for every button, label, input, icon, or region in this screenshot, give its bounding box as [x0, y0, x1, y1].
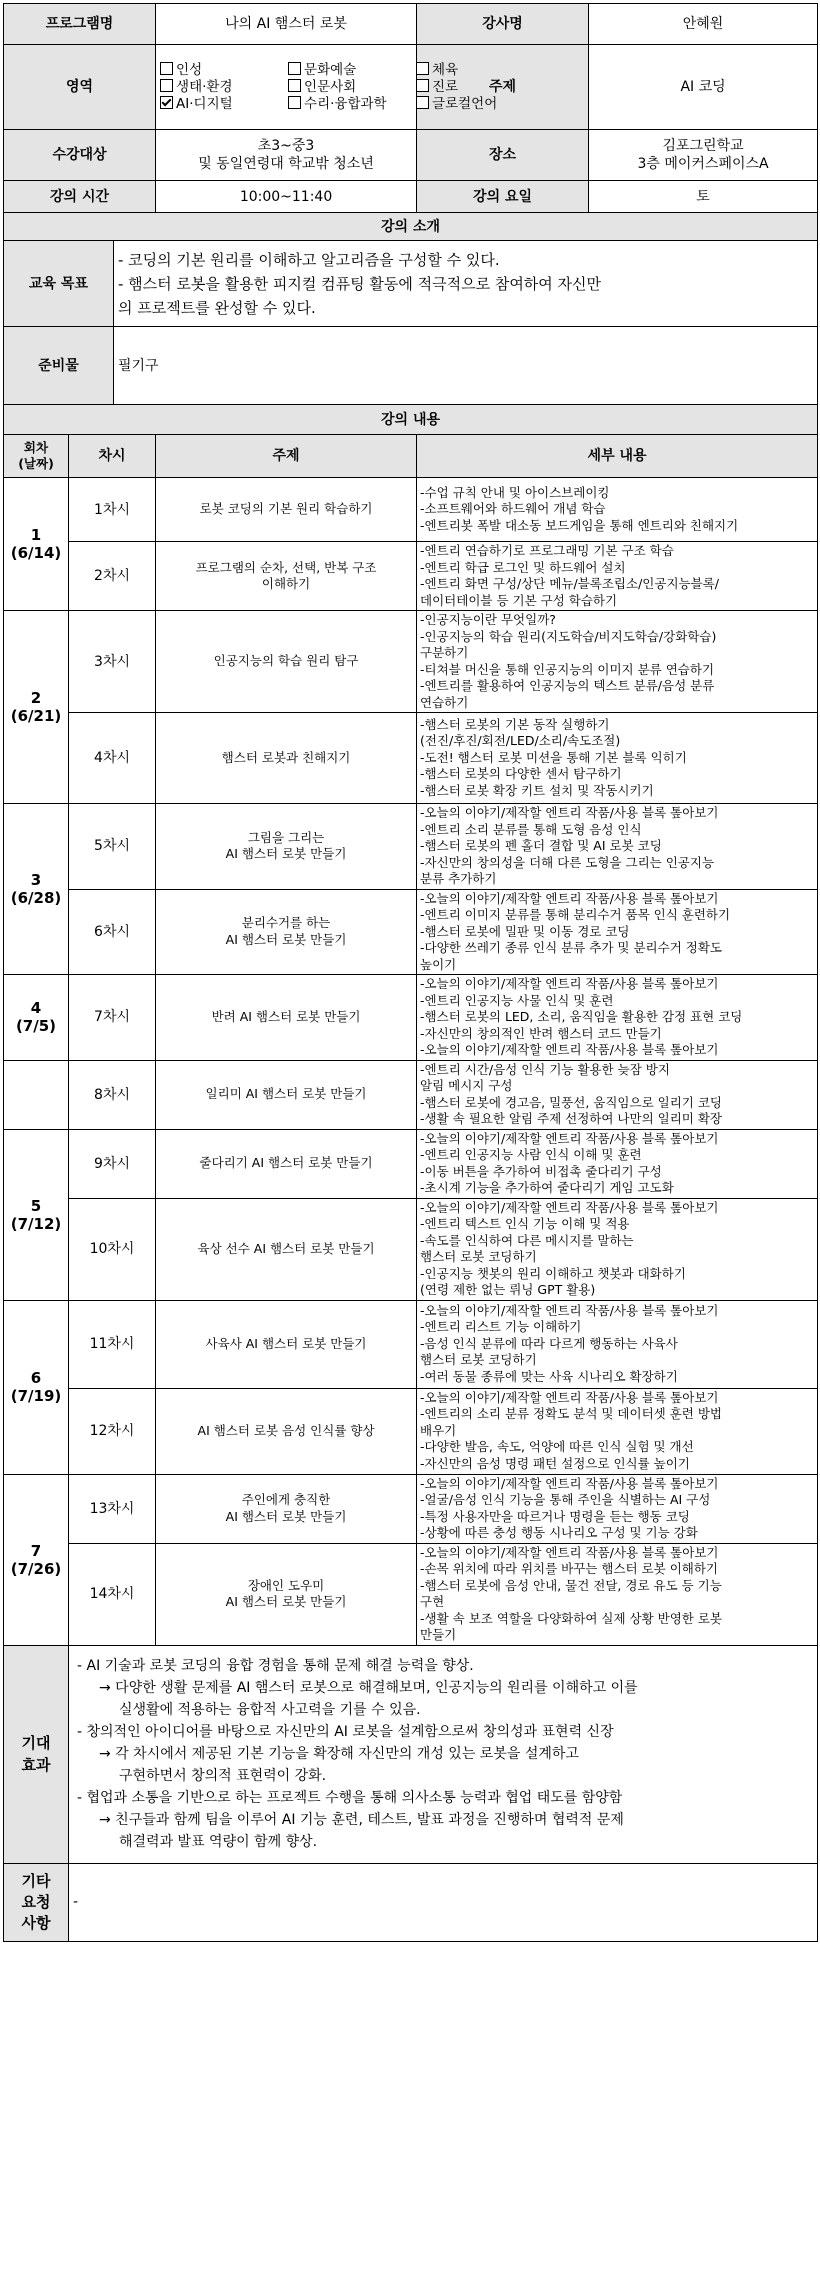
- session-detail-cell: [417, 1543, 818, 1645]
- detail-line: -오늘의 이야기/제작할 엔트리 작품/사용 블록 톺아보기: [420, 1302, 719, 1318]
- session-cell: 13차시: [69, 1474, 156, 1543]
- topic-label: 주제: [417, 45, 589, 130]
- session-cell: 8차시: [69, 1060, 156, 1129]
- session-cell: 11차시: [69, 1300, 156, 1388]
- session-topic-cell: [156, 1543, 417, 1645]
- topic-column-header: 주제: [156, 435, 417, 478]
- other-label-line: 기타: [21, 1871, 51, 1890]
- session-topic-line: 사육사 AI 햄스터 로봇 만들기: [205, 1335, 367, 1351]
- effects-label-line: 효과: [21, 1756, 51, 1774]
- detail-line: -엔트리 이미지 분류를 통해 분리수거 품목 인식 훈련하기: [420, 907, 731, 922]
- week-column-header: [4, 435, 69, 478]
- instructor-label: 강사명: [417, 4, 589, 45]
- detail-line: -도전! 햄스터 로봇 미션을 통해 기본 블록 익히기: [420, 749, 687, 765]
- area-option-label: 문화예술: [304, 62, 357, 78]
- session-topic-cell: [156, 611, 417, 713]
- target-line-1: 초3~중3: [257, 138, 315, 154]
- content-row: [4, 975, 818, 1061]
- session-topic-line: 주인에게 충직한: [241, 1492, 331, 1507]
- session-topic-line: 햄스터 로봇과 친해지기: [221, 749, 351, 765]
- content-row: [4, 1129, 818, 1198]
- other-label-line: 사항: [21, 1913, 51, 1932]
- content-row: [4, 1388, 818, 1474]
- session-topic-line: 인공지능의 학습 원리 탐구: [213, 653, 359, 669]
- detail-line: -엔트리의 소리 분류 정확도 분석 및 데이터셋 훈련 방법: [420, 1406, 722, 1422]
- content-row: [4, 1474, 818, 1543]
- detail-line: -엔트리봇 폭발 대소동 보드게임을 통해 엔트리와 친해지기: [420, 517, 739, 533]
- session-cell: 2차시: [69, 542, 156, 611]
- session-topic-cell: [156, 804, 417, 890]
- session-topic-line: 분리수거를 하는: [241, 915, 331, 931]
- session-cell: 9차시: [69, 1129, 156, 1198]
- effects-line: 해결력과 발표 역량이 함께 향상.: [119, 1834, 318, 1850]
- session-topic-cell: [156, 478, 417, 542]
- checkbox-empty-icon[interactable]: [416, 79, 429, 92]
- detail-line: -오늘의 이야기/제작할 엔트리 작품/사용 블록 톺아보기: [420, 1199, 719, 1215]
- session-topic-line: 반려 AI 햄스터 로봇 만들기: [211, 1009, 361, 1024]
- session-detail-cell: [417, 478, 818, 542]
- checkbox-empty-icon[interactable]: [160, 62, 173, 75]
- goal-line: - 햄스터 로봇을 활용한 피지컬 컴퓨팅 활동에 적극적으로 참여하여 자신만: [118, 274, 602, 293]
- lecture-plan-document: [3, 3, 817, 1942]
- content-row: [4, 804, 818, 890]
- week-date: (7/19): [10, 1387, 62, 1405]
- area-checkbox-group: [160, 62, 498, 112]
- session-topic-line: 일리미 AI 햄스터 로봇 만들기: [205, 1086, 367, 1102]
- content-row: [4, 713, 818, 804]
- week-header-line-2: (날짜): [18, 456, 54, 471]
- session-topic-line: 로봇 코딩의 기본 원리 학습하기: [199, 501, 373, 517]
- week-cell: [4, 1129, 69, 1300]
- session-detail-cell: [417, 1300, 818, 1388]
- place-value: [589, 130, 818, 181]
- detail-line: -인공지능의 학습 원리(지도학습/비지도학습/강화학습): [420, 628, 717, 644]
- session-cell: 10차시: [69, 1198, 156, 1300]
- goal-label: 교육 목표: [4, 241, 114, 327]
- area-option-label: AI·디지털: [176, 96, 233, 112]
- week-cell: [4, 975, 69, 1061]
- content-row: [4, 1060, 818, 1129]
- effects-line: - 창의적인 아이디어를 바탕으로 자신만의 AI 로봇을 설계함으로써 창의성과 표현력 신장: [77, 1724, 614, 1740]
- session-topic-cell: [156, 1474, 417, 1543]
- week-cell: [4, 804, 69, 975]
- session-detail-cell: [417, 1474, 818, 1543]
- detail-line: -엔트리 시간/음성 인식 기능 활용한 늦잠 방지: [420, 1061, 670, 1077]
- instructor-value: 안혜원: [589, 4, 818, 45]
- detail-line: -티쳐블 머신을 통해 인공지능의 이미지 분류 연습하기: [420, 661, 715, 677]
- week-date: (7/5): [15, 1017, 57, 1036]
- detail-line: 배우기: [420, 1422, 457, 1438]
- detail-line: -오늘의 이야기/제작할 엔트리 작품/사용 블록 톺아보기: [420, 1475, 719, 1491]
- detail-line: -엔트리 연습하기로 프로그래밍 기본 구조 학습: [420, 543, 674, 558]
- other-label-line: 요청: [21, 1892, 51, 1911]
- goal-line: 의 프로젝트를 완성할 수 있다.: [118, 298, 316, 317]
- week-number: 1: [30, 526, 42, 544]
- time-label: 강의 시간: [4, 181, 156, 213]
- effects-line: 구현하면서 창의적 표현력이 강화.: [119, 1768, 327, 1784]
- detail-line: (연령 제한 없는 뤼닝 GPT 활용): [420, 1282, 596, 1297]
- detail-line: -자신만의 창의성을 더해 다른 도형을 그리는 인공지능: [420, 854, 715, 870]
- week-number: 4: [30, 999, 42, 1018]
- session-detail-cell: [417, 611, 818, 713]
- goal-value: [114, 241, 818, 327]
- topic-value: AI 코딩: [589, 45, 818, 130]
- area-option[interactable]: [416, 79, 496, 95]
- time-value: 10:00~11:40: [156, 181, 417, 213]
- detail-line: -엔트리 인공지능 사물 인식 및 훈련: [420, 992, 614, 1008]
- session-topic-line: AI 햄스터 로봇 만들기: [225, 1508, 347, 1524]
- area-option[interactable]: [160, 62, 288, 78]
- checkbox-empty-icon[interactable]: [288, 62, 301, 75]
- detail-line: -자신만의 창의적인 반려 햄스터 코드 만들기: [420, 1025, 662, 1041]
- detail-line: -엔트리 소리 분류를 통해 도형 음성 인식: [420, 821, 642, 837]
- week-number: 7: [30, 1541, 42, 1560]
- week-cell: [4, 611, 69, 804]
- detail-line: -초시계 기능을 추가하여 줄다리기 게임 고도화: [420, 1180, 674, 1195]
- area-options: [156, 45, 498, 130]
- effects-line: - 협업과 소통을 기반으로 하는 프로젝트 수행을 통해 의사소통 능력과 협업 태도를 함양함: [77, 1790, 623, 1806]
- session-topic-cell: [156, 1198, 417, 1300]
- detail-line: -얼굴/음성 인식 기능을 통해 주인을 식별하는 AI 구성: [420, 1492, 711, 1507]
- area-option-label: 수리·융합과학: [304, 96, 387, 112]
- detail-line: -햄스터 로봇 확장 키트 설치 및 작동시키기: [420, 782, 654, 798]
- place-line-1: 김포그린학교: [662, 138, 744, 154]
- other-label: [4, 1863, 69, 1941]
- checkbox-checked-icon[interactable]: [160, 96, 173, 109]
- session-topic-line: 프로그램의 순차, 선택, 반복 구조: [195, 559, 377, 575]
- content-row: [4, 478, 818, 542]
- session-detail-cell: [417, 804, 818, 890]
- area-option[interactable]: [288, 96, 416, 112]
- checkbox-empty-icon[interactable]: [288, 96, 301, 109]
- detail-line: -오늘의 이야기/제작할 엔트리 작품/사용 블록 톺아보기: [420, 976, 719, 991]
- area-option[interactable]: [416, 62, 496, 78]
- week-date: (7/12): [10, 1214, 62, 1233]
- other-row: [4, 1863, 818, 1941]
- session-topic-line: 그림을 그리는: [247, 829, 325, 845]
- effects-row: [4, 1645, 818, 1863]
- session-topic-cell: [156, 713, 417, 804]
- week-cell: [4, 1474, 69, 1645]
- area-option-label: 체육: [432, 62, 459, 78]
- area-label: 영역: [4, 45, 156, 130]
- session-topic-line: 이해하기: [261, 576, 311, 591]
- detail-line: 높이기: [420, 956, 457, 972]
- session-detail-cell: [417, 975, 818, 1061]
- detail-line: -다양한 발음, 속도, 억양에 따른 인식 실험 및 개선: [420, 1439, 694, 1455]
- week-number: 2: [30, 689, 42, 707]
- session-cell: 6차시: [69, 889, 156, 975]
- goal-line: - 코딩의 기본 원리를 이해하고 알고리즘을 구성할 수 있다.: [118, 250, 500, 269]
- area-option[interactable]: [288, 62, 416, 78]
- detail-line: -햄스터 로봇에 경고음, 밀풍선, 움직임으로 일리기 코딩: [420, 1094, 722, 1110]
- target-label: 수강대상: [4, 130, 156, 181]
- area-option-label: 진로: [432, 79, 459, 95]
- week-number: 6: [30, 1369, 42, 1387]
- week-cell: [4, 478, 69, 611]
- content-row: [4, 889, 818, 975]
- session-cell: 5차시: [69, 804, 156, 890]
- week-date: (7/26): [10, 1559, 62, 1578]
- detail-line: -속도를 인식하여 다른 메시지를 말하는: [420, 1232, 634, 1248]
- session-detail-cell: [417, 1060, 818, 1129]
- detail-line: -햄스터 로봇의 LED, 소리, 움직임을 활용한 감정 표현 코딩: [420, 1009, 743, 1024]
- effects-line: → 다양한 생활 문제를 AI 햄스터 로봇으로 해결해보며, 인공지능의 원리를 이해하고 이를: [99, 1680, 638, 1696]
- content-section-title: 강의 내용: [4, 405, 818, 435]
- session-topic-line: 장애인 도우미: [247, 1577, 325, 1593]
- detail-line: 구현: [420, 1594, 445, 1609]
- session-topic-line: 육상 선수 AI 햄스터 로봇 만들기: [197, 1240, 375, 1256]
- content-row: [4, 1198, 818, 1300]
- detail-line: -음성 인식 분류에 따라 다르게 행동하는 사육사: [420, 1335, 678, 1351]
- detail-line: -다양한 쓰레기 종류 인식 분류 추가 및 분리수거 정확도: [420, 940, 722, 955]
- week-number: 5: [30, 1196, 42, 1215]
- detail-line: -생활 속 보조 역할을 다양화하여 실제 상황 반영한 로봇: [420, 1610, 722, 1626]
- detail-line: -수업 규칙 안내 및 아이스브레이킹: [420, 484, 610, 500]
- detail-line: -자신만의 음성 명령 패턴 설정으로 인식률 높이기: [420, 1455, 690, 1471]
- session-topic-cell: [156, 1300, 417, 1388]
- program-name-value: 나의 AI 햄스터 로봇: [156, 4, 417, 45]
- detail-line: -생활 속 필요한 알림 주제 선정하여 나만의 일리미 확장: [420, 1111, 722, 1126]
- content-row: [4, 542, 818, 611]
- other-value: -: [69, 1863, 818, 1941]
- detail-line: 데이터테이블 등 기본 구성 학습하기: [420, 592, 618, 608]
- detail-column-header: 세부 내용: [417, 435, 818, 478]
- session-detail-cell: [417, 1129, 818, 1198]
- area-option-label: 인성: [176, 62, 203, 78]
- materials-label: 준비물: [4, 327, 114, 405]
- detail-line: -엔트리 인공지능 사람 인식 이해 및 훈련: [420, 1147, 642, 1162]
- checkbox-empty-icon[interactable]: [160, 79, 173, 92]
- detail-line: 햄스터 로봇 코딩하기: [420, 1249, 537, 1264]
- detail-line: -오늘의 이야기/제작할 엔트리 작품/사용 블록 톺아보기: [420, 1130, 719, 1146]
- session-detail-cell: [417, 1198, 818, 1300]
- checkbox-empty-icon[interactable]: [416, 96, 429, 109]
- plan-table: [3, 3, 818, 1942]
- detail-line: -햄스터 로봇의 기본 동작 실행하기: [420, 716, 610, 732]
- checkbox-empty-icon[interactable]: [288, 79, 301, 92]
- content-row: [4, 611, 818, 713]
- effects-value: [69, 1645, 818, 1863]
- week-number: 3: [30, 871, 42, 889]
- detail-line: -햄스터 로봇에 음성 안내, 물건 전달, 경로 유도 등 기능: [420, 1577, 722, 1593]
- detail-line: -오늘의 이야기/제작할 엔트리 작품/사용 블록 톺아보기: [420, 1389, 719, 1405]
- area-option[interactable]: [416, 96, 496, 112]
- effects-line: 실생활에 적용하는 융합적 사고력을 기를 수 있음.: [119, 1702, 421, 1718]
- detail-line: 만들기: [420, 1627, 457, 1642]
- session-cell: 14차시: [69, 1543, 156, 1645]
- session-topic-line: AI 햄스터 로봇 만들기: [225, 846, 347, 862]
- area-option-label: 인문사회: [304, 79, 357, 95]
- content-row: [4, 1300, 818, 1388]
- target-value: [156, 130, 417, 181]
- detail-line: -여러 동물 종류에 맞는 사육 시나리오 확장하기: [420, 1368, 678, 1384]
- detail-line: -특정 사용자만을 따르거나 명령을 듣는 행동 코딩: [420, 1508, 690, 1524]
- week-date: (6/21): [10, 707, 62, 725]
- week-date: (6/28): [10, 889, 62, 907]
- detail-line: (전진/후진/회전/LED/소리/속도조절): [420, 733, 621, 749]
- detail-line: -오늘의 이야기/제작할 엔트리 작품/사용 블록 톺아보기: [420, 1042, 719, 1057]
- session-detail-cell: [417, 1388, 818, 1474]
- area-option[interactable]: [288, 79, 416, 95]
- detail-line: 연습하기: [420, 694, 469, 710]
- detail-line: -햄스터 로봇에 밀판 및 이동 경로 코딩: [420, 923, 630, 939]
- target-line-2: 및 동일연령대 학교밖 청소년: [198, 156, 374, 172]
- materials-value: 필기구: [114, 327, 818, 405]
- session-topic-line: AI 햄스터 로봇 만들기: [225, 931, 347, 947]
- day-label: 강의 요일: [417, 181, 589, 213]
- session-topic-cell: [156, 889, 417, 975]
- detail-line: -손목 위치에 따라 위치를 바꾸는 햄스터 로봇 이해하기: [420, 1561, 719, 1576]
- session-topic-cell: [156, 1388, 417, 1474]
- week-cell: [4, 1060, 69, 1129]
- effects-line: → 친구들과 함께 팀을 이루어 AI 기능 훈련, 테스트, 발표 과정을 진행하며 협력적 문제: [99, 1812, 624, 1828]
- intro-section-title: 강의 소개: [4, 213, 818, 241]
- session-cell: 12차시: [69, 1388, 156, 1474]
- place-label: 장소: [417, 130, 589, 181]
- detail-line: -오늘의 이야기/제작할 엔트리 작품/사용 블록 톺아보기: [420, 1544, 719, 1560]
- session-detail-cell: [417, 542, 818, 611]
- session-cell: 1차시: [69, 478, 156, 542]
- detail-line: -인공지능 챗봇의 원리 이해하고 챗봇과 대화하기: [420, 1265, 686, 1281]
- session-cell: 3차시: [69, 611, 156, 713]
- session-cell: 7차시: [69, 975, 156, 1061]
- area-option-label: 글로컬언어: [432, 96, 498, 112]
- effects-label-line: 기대: [21, 1734, 51, 1752]
- detail-line: -인공지능이란 무엇일까?: [420, 612, 556, 627]
- detail-line: 분류 추가하기: [420, 871, 497, 886]
- detail-line: 햄스터 로봇 코딩하기: [420, 1352, 537, 1368]
- place-line-2: 3층 메이커스페이스A: [637, 156, 769, 172]
- session-cell: 4차시: [69, 713, 156, 804]
- detail-line: -햄스터 로봇의 펜 홀더 결합 및 AI 로봇 코딩: [420, 838, 662, 853]
- detail-line: -엔트리 학급 로그인 및 하드웨어 설치: [420, 559, 626, 575]
- detail-line: -엔트리 텍스트 인식 기능 이해 및 적용: [420, 1216, 630, 1231]
- week-cell: [4, 1300, 69, 1474]
- detail-line: -이동 버튼을 추가하여 비접촉 줄다리기 구성: [420, 1163, 662, 1179]
- detail-line: 구분하기: [420, 645, 469, 660]
- session-detail-cell: [417, 713, 818, 804]
- area-option[interactable]: [160, 96, 288, 112]
- session-detail-cell: [417, 889, 818, 975]
- detail-line: -오늘의 이야기/제작할 엔트리 작품/사용 블록 톺아보기: [420, 890, 719, 906]
- session-column-header: 차시: [69, 435, 156, 478]
- session-topic-cell: [156, 1129, 417, 1198]
- content-row: [4, 1543, 818, 1645]
- checkbox-empty-icon[interactable]: [416, 62, 429, 75]
- detail-line: -햄스터 로봇의 다양한 센서 탐구하기: [420, 766, 622, 782]
- detail-line: -소프트웨어와 하드웨어 개념 학습: [420, 501, 606, 517]
- session-topic-cell: [156, 1060, 417, 1129]
- week-date: (6/14): [10, 544, 62, 562]
- session-topic-line: AI 햄스터 로봇 음성 인식률 향상: [197, 1422, 375, 1438]
- session-topic-line: AI 햄스터 로봇 만들기: [225, 1594, 347, 1609]
- detail-line: -엔트리 리스트 기능 이해하기: [420, 1319, 582, 1335]
- session-topic-cell: [156, 975, 417, 1061]
- effects-label: [4, 1645, 69, 1863]
- detail-line: -상황에 따른 충성 행동 시나리오 구성 및 기능 강화: [420, 1525, 698, 1540]
- day-value: 토: [589, 181, 818, 213]
- program-name-label: 프로그램명: [4, 4, 156, 45]
- detail-line: -엔트리 화면 구성/상단 메뉴/블록조립소/인공지능블록/: [420, 576, 719, 591]
- detail-line: 알림 메시지 구성: [420, 1078, 513, 1093]
- detail-line: -오늘의 이야기/제작할 엔트리 작품/사용 블록 톺아보기: [420, 805, 719, 820]
- effects-line: - AI 기술과 로봇 코딩의 융합 경험을 통해 문제 해결 능력을 향상.: [77, 1658, 474, 1674]
- session-topic-line: 줄다리기 AI 햄스터 로봇 만들기: [199, 1155, 373, 1171]
- area-option[interactable]: [160, 79, 288, 95]
- session-topic-cell: [156, 542, 417, 611]
- week-header-line-1: 회차: [23, 439, 49, 455]
- detail-line: -엔트리를 활용하여 인공지능의 텍스트 분류/음성 분류: [420, 678, 715, 693]
- effects-line: → 각 차시에서 제공된 기본 기능을 확장해 자신만의 개성 있는 로봇을 설계하고: [99, 1746, 579, 1762]
- area-option-label: 생태·환경: [176, 79, 233, 95]
